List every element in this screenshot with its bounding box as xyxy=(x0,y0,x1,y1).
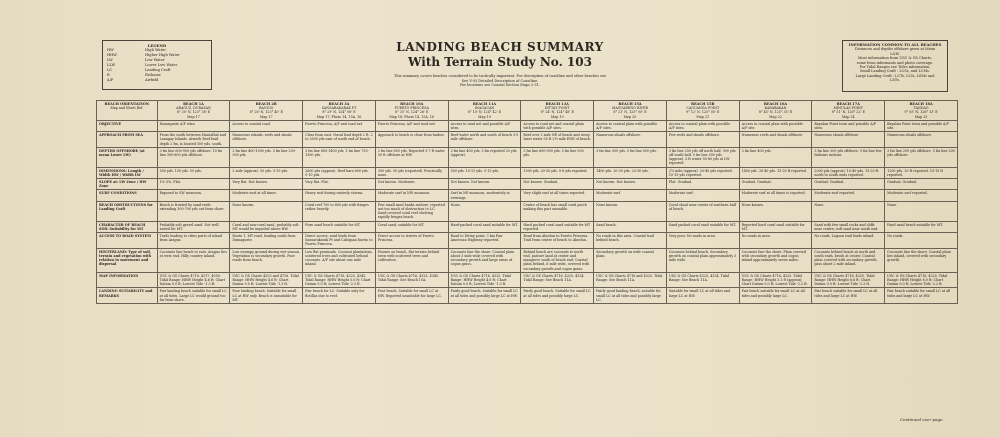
column-header-sub: INAGAUAN xyxy=(474,106,495,111)
table-row xyxy=(97,179,958,190)
table-cell: 2¾ mile (approx). 20-40 yds reported. 10-15 yds reported. xyxy=(666,167,739,178)
table-cell: Coral shoal near center of southern half of beach. xyxy=(666,201,739,221)
column-header xyxy=(885,101,958,121)
column-header-label: BEACH 18A xyxy=(909,102,933,106)
title-note-line-1: This summary covers beaches considered to be tactically important. For description of coastline and other beaches see xyxy=(394,74,606,78)
title-note xyxy=(380,74,620,88)
column-header-coord: 8° 29' N, 124° 08' E xyxy=(322,110,356,115)
table-cell: Gradual. Gradual. xyxy=(739,179,812,190)
column-header xyxy=(594,101,667,121)
table-cell: Not known. Not known. xyxy=(594,179,667,190)
column-header-sub: CAGUANGA POINT xyxy=(686,106,720,111)
table-cell: Firm sand beach suitable for MT. xyxy=(303,221,376,232)
column-header-label: BEACH 17A xyxy=(836,102,860,106)
table-cell: Direct access to streets of Puerto Princesa. xyxy=(375,233,448,249)
legend-abbr: LLW xyxy=(107,63,116,67)
table-row xyxy=(97,132,958,148)
legend-box xyxy=(102,40,212,90)
table-cell: Fair beach suitable for small LC at all tides and possibly large LC. xyxy=(739,288,812,304)
table-cell: None. xyxy=(812,201,885,221)
table-cell: 3 fm line 300 yds offshore. 5 fm line few fathoms inshore. xyxy=(812,147,885,167)
column-header-label: BEACH 16A xyxy=(763,102,788,106)
common-info-line: Small Landing Craft : LCSs, and LCMs. xyxy=(860,69,930,74)
column-header-label: BEACH 2B xyxy=(255,102,277,106)
column-header-sub: TANDAG xyxy=(913,106,929,111)
table-cell: Sand beach. xyxy=(594,221,667,232)
table-cell: Poor landing beach. Suitable for small LC at HW only. Beach is unsuitable for MT. xyxy=(230,288,303,304)
table-cell: Access to coastal plain with possible A/F sites. xyxy=(666,120,739,131)
table-cell: 2600 yds (approx). Reef bars 600 yds. 5-10 yds. xyxy=(303,167,376,178)
table-cell: Hard sand beach suitable for MT. xyxy=(885,221,958,232)
common-info-title: INFORMATION COMMON TO ALL BEACHES xyxy=(848,43,942,47)
title-block xyxy=(380,40,620,88)
table-cell: Road from Aborlan to Puerto Princesa. Trail from centre of beach to Aborlan. xyxy=(521,233,594,249)
column-header-label: BEACH 13A xyxy=(545,102,569,106)
table-cell: USC & GS Charts 4716, 4325, 4345. Tidal Range: See Beach 10A. xyxy=(375,272,448,288)
table-cell: 3 fm line 200 yds off north half, 900 yds off south half. 5 fm line 500 yds (approx). 3 ft water 50-80 yds at LW reported. xyxy=(666,147,739,167)
table-cell: 2 mile (approx). 50 yds. 5-15 yds. xyxy=(230,167,303,178)
column-header-map: Map 24 xyxy=(841,114,855,119)
table-cell: Puerto Princesa, A/F and road net. xyxy=(303,120,376,131)
legend-meaning: High Water xyxy=(145,48,166,52)
column-header-map: Map 20 xyxy=(623,114,637,119)
table-cell: 1%-5%. Flat. xyxy=(157,179,230,190)
table-cell: Fair beach suitable for small LC at all tides and large LC at HW. xyxy=(885,288,958,304)
column-header-coord: 8° 28' N, 123° 40' E xyxy=(249,110,283,115)
table-cell: Moderate surf at all times is reported. xyxy=(739,190,812,201)
column-header-sub: ARAGUZ, DURAZAN xyxy=(176,106,211,111)
table-cell: Exposed to SW monsoon. xyxy=(157,190,230,201)
row-label: MAP INFORMATION xyxy=(97,272,158,288)
table-row xyxy=(97,201,958,221)
table-cell: 2000 yds (approx). 10-40 yds. 15-20 ft north to south ends reported. xyxy=(812,167,885,178)
table-cell: Bayabas Point town and possible A/F site. xyxy=(885,120,958,131)
column-header-coord: 9° 05' N, 126° 13' E xyxy=(904,110,938,115)
table-cell: Beach is fronted by sand reefs extending 300-700 yds out from shore. xyxy=(157,201,230,221)
table-cell: Low swampy ground during wet season. Vegetation is secondary growth. Poor roads from beach. xyxy=(230,248,303,272)
table-cell: Dumaguete A/F sites. xyxy=(157,120,230,131)
legend-row xyxy=(107,78,207,83)
table-cell: Clear from east. Naval lead depth 2 ft. 2 to 3500 yds east of south end of beach. xyxy=(303,132,376,148)
row-label: BEACH OBSTRUCTIONS for Landing Craft xyxy=(97,201,158,221)
table-cell: Reef over 2 mile NE of beach and rosey. Inset water 55 ft 2½ mile ENE of beach. xyxy=(521,132,594,148)
column-header-coord: 8° 45' N, 125° 35' E xyxy=(758,110,793,115)
legend-meaning: Airfield xyxy=(145,78,159,82)
table-cell: 2 fm line 400-1000 yds. 5 fm line 200-300 yds. xyxy=(230,147,303,167)
column-header-map: Map 25 xyxy=(914,114,928,119)
column-header-sub: BAGUIO xyxy=(259,106,274,111)
common-info-line: L&W. xyxy=(890,51,900,56)
row-label: ACCESS TO ROAD SYSTEM xyxy=(97,233,158,249)
table-cell: USC & GS Charts 4325, 4324. Tidal Range: See Beach 11A. xyxy=(666,272,739,288)
legend-abbr: LC xyxy=(107,68,113,72)
row-label: DIMENSIONS: Length / Width HW / Width LW xyxy=(97,167,158,178)
table-cell: Access to coastal plain with possible A/F sites. xyxy=(594,120,667,131)
table-cell: Coconuts line the shore. Coastal plain lies inland, covered with secondary growth. xyxy=(885,248,958,272)
table-cell: Sand with few small rocks and cliffs near centre; soft sand near south end. xyxy=(812,221,885,232)
table-cell: Fairly good landing beach, suitable for small LC at all tides and possibly large LC. xyxy=(594,288,667,304)
column-header-map: Map 19 xyxy=(478,114,491,119)
column-header-label: BEACH 15B xyxy=(691,102,715,106)
table-cell: Surf in NE monsoon, moderately in evenings. xyxy=(448,190,521,201)
page-title: LANDING BEACH SUMMARY xyxy=(396,40,604,54)
table-cell: None known. xyxy=(594,201,667,221)
column-header-map: Map 21 xyxy=(696,114,710,119)
column-header-sub: DITTAY POINT xyxy=(544,106,570,111)
table-cell: Numerous shoals offshore. xyxy=(812,132,885,148)
table-cell: USC & GS Charts 4716, 4325. Tidal Range: HHW Height 6.0 ft; Chart Datum 0.0 ft; Lowest Tide -2.2 ft. xyxy=(885,272,958,288)
table-cell: 1200 yds. 20 ft reported. 10-15 ft reported. xyxy=(885,167,958,178)
column-header xyxy=(739,101,812,121)
common-info-lines xyxy=(846,47,944,82)
table-cell: Coral and non-coral sand, probably soft. MT would be impeded above HW. xyxy=(230,221,303,232)
column-header-coord: 8° 51' N, 126° 22' E xyxy=(831,110,865,115)
table-cell: Reef water north and south of beach 3-5 mile offshore. xyxy=(448,132,521,148)
table-cell: None. xyxy=(885,201,958,221)
common-info-line: Distances and depths offshore given at Mean xyxy=(854,47,936,52)
column-header-map: Map 17; Photo 14, 15A, 16 xyxy=(316,114,362,119)
column-header-map: Map 19 xyxy=(550,114,564,119)
column-header xyxy=(157,101,230,121)
table-cell: USC & GS Charts 4203 and 4716. Tidal Range: HHW Height 4.6 ft; Chart Datum 0.0 ft; Lowest Tide -1.3 ft. xyxy=(230,272,303,288)
table-row xyxy=(97,272,958,288)
table-cell: Coconuts behind beach. Secondary growth on coastal plain approximately 3 mile wide. xyxy=(666,248,739,272)
legend-abbr: LW xyxy=(107,58,113,62)
column-header-coord: 9° 12' N, 125° 05' E xyxy=(686,110,720,115)
table-cell: Not known. Not known. xyxy=(448,179,521,190)
table-cell: Trails leading to cities parts of island from Araguz. xyxy=(157,233,230,249)
table-cell: Puerto Princesa, A/F and road net. xyxy=(375,120,448,131)
legend-meaning: Lower Low Water xyxy=(145,63,178,67)
legend-meaning: Fathoms xyxy=(145,73,161,77)
column-header-label: BEACH ORIENTATION xyxy=(104,102,150,106)
table-cell: 3 fm line 600-900 yds. 5 fm line 500 yds. xyxy=(521,147,594,167)
column-header xyxy=(375,101,448,121)
table-cell: Low flat peninsula. Coconut plantations, scattered trees and cultivated behind coconuts. A/F site about one mile inland. xyxy=(303,248,376,272)
common-info-line: some from informants and photo coverage. xyxy=(856,60,934,65)
table-cell: Coral sand; suitable for MT. xyxy=(375,221,448,232)
table-cell: 1400 yds. 30-40 yds. 15-20 ft reported. xyxy=(739,167,812,178)
table-cell: Numerous shoals offshore. xyxy=(885,132,958,148)
table-cell: Access to road net and possible A/F sites. xyxy=(448,120,521,131)
table-cell: Access to coastal road. xyxy=(230,120,303,131)
table-cell: USC & GS Charts 4716, 4325. Tidal Range: HHW Height 4.6 ft; Chart Datum 0.0 ft; Lowest Tide -1.3 ft. xyxy=(448,272,521,288)
table-cell: Access to coastal plain with possible A/F site. xyxy=(739,120,812,131)
table-row xyxy=(97,147,958,167)
table-cell: Hard-packed coral sand suitable for MT. xyxy=(448,221,521,232)
row-label: HINTERLAND: Type of soil, terrain and vegetation with relation to movement and dispersal xyxy=(97,248,158,272)
common-info-box xyxy=(842,40,948,92)
column-header xyxy=(666,101,739,121)
table-row xyxy=(97,190,958,201)
table-cell: Heavy surf during easterly storms. xyxy=(303,190,376,201)
table-cell: Numerous reefs and shoals offshore. xyxy=(739,132,812,148)
table-cell: Coconuts line beach to east, Araguz lies at west end. Hilly country inland. xyxy=(157,248,230,272)
table-cell: Numerous shoals offshore. xyxy=(594,132,667,148)
table-cell: Bayabas Point town and possible A/F sites. xyxy=(812,120,885,131)
column-header-coord: 8° 24' N, 124° 48' E xyxy=(540,110,574,115)
table-cell: Gradual. Gradual. xyxy=(812,179,885,190)
row-label: CHARACTER OF BEACH SOIL Suitability for MT xyxy=(97,221,158,232)
table-cell: Coconuts line the shore. Coastal plain about 3 mile wide covered with secondary growth and large areas of cogon grass. xyxy=(448,248,521,272)
table-cell: Suitable for small LC at all tides and large LC at HW. xyxy=(666,288,739,304)
table-row xyxy=(97,233,958,249)
table-cell: Not known. Gradual. xyxy=(521,179,594,190)
table-row xyxy=(97,167,958,178)
column-header xyxy=(448,101,521,121)
column-header-sub: Map and Sheet Ref. xyxy=(110,106,144,111)
table-cell: Not known. Moderate. xyxy=(375,179,448,190)
table-cell: Flat. Gradual. xyxy=(666,179,739,190)
table-cell: Fairly good beach. Suitable for small LC at all tides and possibly large LC. xyxy=(521,288,594,304)
table-cell: Very slight surf at all times reported. xyxy=(521,190,594,201)
table-cell: USC & GS Charts 4716, 4325. Tidal Range: HHW Height 6.6 ft; Chart Datum 0.0 ft; Lowest Tide -2.2 ft. xyxy=(812,272,885,288)
table-cell: Moderate surf. xyxy=(666,190,739,201)
legend-abbr: ft xyxy=(107,73,110,77)
table-cell: None known. xyxy=(739,201,812,221)
table-cell: Fairly good beach. Suitable for small LC at all tides and possibly large LC at HW. xyxy=(448,288,521,304)
table-cell: Centre of beach has small coral patch making this part unusable. xyxy=(521,201,594,221)
page-subtitle: With Terrain Study No. 103 xyxy=(408,55,592,69)
table-cell: Behind beach are coconuts to north end, pasture land at center and mangrove south of beach end. Coastal plain behind, 6 mile wide, covered with secondary growth and cogon grass. xyxy=(521,248,594,272)
table-cell: 300 yds. 50 yds (reported). Practically none. xyxy=(375,167,448,178)
table-row xyxy=(97,221,958,232)
table-cell: None known. xyxy=(230,201,303,221)
table-cell: Very poor. No roads in area. xyxy=(666,233,739,249)
table-cell: Poor beach. Suitable for small LC at HW. Reported unsuitable for large LC. xyxy=(375,288,448,304)
table-cell: USC & GS Charts 4718, 4317, 4050. Tidal Range: HHW Height 4.6 ft; Chart Datum 0.0 ft; Lowest Tide -1.3 ft. xyxy=(157,272,230,288)
column-header-label: BEACH 15A xyxy=(618,102,642,106)
column-header xyxy=(230,101,303,121)
title-note-line-2: See V-93 Detailed Description of Coastline. xyxy=(461,78,539,83)
table-cell: Moderate surf in NW monsoon. xyxy=(375,190,448,201)
row-label: SLOPE at: LW Zone / HW Zone xyxy=(97,179,158,190)
legend-abbr: A/F xyxy=(107,78,114,82)
column-header-label: BEACH 10A xyxy=(400,102,424,106)
table-cell: Secondary growth on wide coastal plain. xyxy=(594,248,667,272)
row-label: SURF CONDITIONS xyxy=(97,190,158,201)
column-header xyxy=(97,101,158,121)
table-cell: Very flat. Flat. xyxy=(303,179,376,190)
column-header-coord: 8° 30' N, 123° 38' E xyxy=(176,110,211,115)
table-cell: 500 yds. 10-15 yds. 5-15 yds. xyxy=(448,167,521,178)
row-label: OBJECTIVE xyxy=(97,120,158,131)
legend-meaning: Landing Craft xyxy=(145,68,171,72)
row-label: APPROACH FROM SEA xyxy=(97,132,158,148)
table-cell: Fair beach for LC. Suitable only for flotillas due to reef. xyxy=(303,288,376,304)
table-cell: No roads in area. xyxy=(739,233,812,249)
table-cell: Access to road net and coastal plain with possible A/F sites. xyxy=(521,120,594,131)
table-cell: Gradual. Gradual. xyxy=(885,179,958,190)
column-header xyxy=(303,101,376,121)
legend-title: LEGEND xyxy=(147,43,167,48)
table-header-row xyxy=(97,101,958,121)
column-header-sub: KARABAKAN xyxy=(764,106,787,111)
table-cell: Approach to beach is clear from harbor. xyxy=(375,132,448,148)
table-cell: Hard packed coral sand suitable for MT reported. xyxy=(521,221,594,232)
common-info-line: Large Landing Craft : LCTs, LCIs, LSMs and xyxy=(855,73,935,78)
table-cell: Moderate surf reported. xyxy=(885,190,958,201)
table-cell: Numerous islands, reefs and shoals offshore. xyxy=(230,132,303,148)
table-cell: 3 fm line 600-900 yds offshore. 10 fm line 300-600 yds offshore. xyxy=(157,147,230,167)
table-cell: USC & GS Charts 4716, 4325, 4345. Tidal Range: HHW Height 5.0 ft; Chart Datum 0.0 ft; Lowest Tide -2.3 ft. xyxy=(303,272,376,288)
legend-meaning: Low Water xyxy=(145,58,165,62)
legend-meaning: Higher High Water xyxy=(145,53,180,57)
table-cell: No roads in this area. Coastal trail behind beach. xyxy=(594,233,667,249)
column-header xyxy=(812,101,885,121)
table-cell: USC & GS Charts 4716, 4325. Tidal Range: HHW Height 5.3 ft (approx); Chart Datum 0.0 ft; Lowest Tide -2.2 ft. xyxy=(739,272,812,288)
row-label: LANDING SUITABILITY and REMARKS xyxy=(97,288,158,304)
table-cell: USC & GS Charts 4716 and 4325. Tidal Range: See Beach 11A. xyxy=(594,272,667,288)
column-header-label: BEACH 11A xyxy=(472,102,497,106)
table-row xyxy=(97,120,958,131)
column-header-sub: MINULAS POINT xyxy=(833,106,864,111)
table-cell: Sand packed coral sand suitable for MT. xyxy=(666,221,739,232)
table-cell: Moderate surf at all times. xyxy=(230,190,303,201)
row-label: DEPTHS OFFSHORE (at mean Lower LW) xyxy=(97,147,158,167)
table-cell: 550 yds. 150 yds. 50 yds. xyxy=(157,167,230,178)
table-cell: Coconuts line the shore. Plain covered with secondary growth and cogon inland approximately seven miles. xyxy=(739,248,812,272)
legend-abbr: HHW xyxy=(107,53,117,57)
table-cell: 1300 yds. 20-30 yds. 5-8 yds reported. xyxy=(521,167,594,178)
column-header-sub: MAGUARENO RIVER xyxy=(611,106,649,111)
table-cell: 3 fm line 300 yds. 5 fm line 500 yds. xyxy=(594,147,667,167)
table-cell: Houses on beach, flat terrain behind town with scattered trees and cultivation. xyxy=(375,248,448,272)
table-cell: From the south between Mantalbal and Lanagay Islands. Atweeh Reef lead depth 2 fm, is located 500 yds. south. xyxy=(157,132,230,148)
table-cell: Few reefs and shoals offshore. xyxy=(666,132,739,148)
table-cell: Fair beach suitable for small LC at all tides and large LC at HW. xyxy=(812,288,885,304)
table-cell: 1400 yds. 20-30 yds. 20-30 yds. xyxy=(594,167,667,178)
table-cell: Fair landing beach suitable for small LC at all tides. Large LC would ground too far from shore. xyxy=(157,288,230,304)
legend-abbr: HW xyxy=(107,48,114,52)
common-info-line: For Tidal Ranges see Tides information. xyxy=(859,65,931,70)
table-cell: 3 fm line 400 yds. xyxy=(739,147,812,167)
table-cell: Reported hard coral sand suitable for MT. xyxy=(739,221,812,232)
table-cell: USC & GS Charts 4716, 4325, 4324. Tidal Range: See Beach 11A. xyxy=(521,272,594,288)
table-cell: Route 1, MT road, leading south from Dumaguete. xyxy=(230,233,303,249)
column-header-map: Map 17 xyxy=(259,114,273,119)
table-cell: Very flat. Not known. xyxy=(230,179,303,190)
table-cell: Coral reef 700 to 800 yds with fringes rather heavily. xyxy=(303,201,376,221)
table-cell: None. xyxy=(448,201,521,221)
table-row xyxy=(97,288,958,304)
table-cell: Road to Dittay point; 3 km Pan-American Highway reported. xyxy=(448,233,521,249)
table-cell: No roads. xyxy=(885,233,958,249)
column-header-sub: SANSARAKARAK PT xyxy=(321,106,357,111)
column-header-map: Map 17 xyxy=(187,114,200,119)
legend-rows xyxy=(107,48,207,83)
column-header-coord: 8° 10' N, 124° 42' E xyxy=(467,110,502,115)
title-note-line-3: For locations see Coastal Section Maps 2-31. xyxy=(460,83,540,88)
table-cell: 3 fm line 400 yds. 5 fm reported 20 yds (approx). xyxy=(448,147,521,167)
common-info-line: Most information from USC & GS Charts, xyxy=(857,56,933,61)
column-header-coord: 8° 31' N, 124° 26' E xyxy=(395,110,429,115)
table-cell: Few small sand banks inshore, reported not too much of obstruction to LC. Sand-covered coral reef shelving rapidly fringes beach. xyxy=(375,201,448,221)
table-cell: 3 fm line 800-1400 yds. 1 fm line 750-1300 yds. xyxy=(303,147,376,167)
table-cell: Coconuts behind beach at north and south ends, brush at center. Coastal plain covered with secondary growth, pass about 2 mile inland. xyxy=(812,248,885,272)
common-info-line: LSTs. xyxy=(890,78,900,83)
column-header-map: Map 22 xyxy=(769,114,782,119)
table-cell: No roads. Lagoon trail leads inland. xyxy=(812,233,885,249)
table-cell: Probably soft gravel sand. Not well suited for MT. xyxy=(157,221,230,232)
table-cell: Moderate surf. xyxy=(594,190,667,201)
table-cell: Direct access, road leads from Sansarakarak Pt and Cabigaan barrio to Puerto Princesa. xyxy=(303,233,376,249)
table-cell: 3 fm line 200 yds offshore. 5 fm line 200 yds offshore. xyxy=(885,147,958,167)
column-header-sub: PUERTO PRINCESA xyxy=(394,106,429,111)
column-header-map: Map 18; Photo 14, 15A, 16 xyxy=(389,114,435,119)
beach-summary-table xyxy=(96,100,958,304)
column-header-label: BEACH 1A xyxy=(183,102,204,106)
column-header-coord: 8° 21' N, 125° 00' E xyxy=(613,110,647,115)
table-cell: Moderate surf reported. xyxy=(812,190,885,201)
column-header-label: BEACH 3A xyxy=(328,102,350,106)
table-row xyxy=(97,248,958,272)
column-header xyxy=(521,101,594,121)
footer-note: Continued over page. xyxy=(900,417,944,422)
table-cell: 2 fm line 800 yds. Reported 5-7 ft water 50 ft offshore at HW. xyxy=(375,147,448,167)
